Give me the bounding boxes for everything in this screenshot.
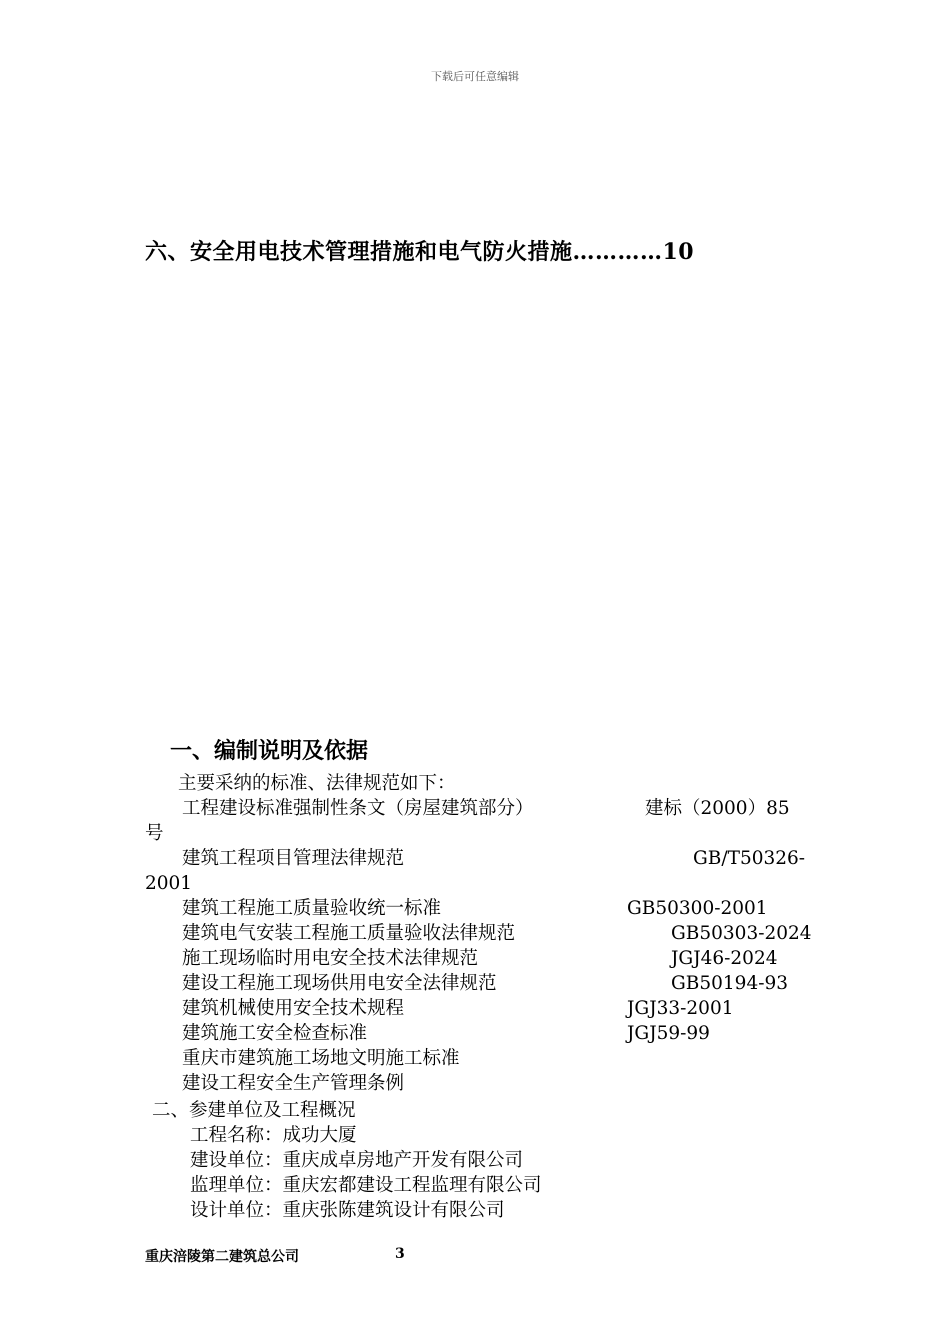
project-info-row <box>190 1146 523 1172</box>
project-info-row <box>190 1171 542 1197</box>
standard-title: 重庆市建筑施工场地文明施工标准 <box>182 1048 460 1069</box>
standard-title: 建筑工程施工质量验收统一标准 <box>182 898 442 919</box>
standard-code: JGJ46-2024 <box>671 948 778 969</box>
project-info-value: 重庆宏都建设工程监理有限公司 <box>282 1175 542 1196</box>
standard-title: 建设工程安全生产管理条例 <box>182 1073 405 1094</box>
project-info-value: 重庆成卓房地产开发有限公司 <box>282 1150 524 1171</box>
standard-title: 建设工程施工现场供用电安全法律规范 <box>182 973 497 994</box>
section-1-heading: 一、编制说明及依据 <box>170 738 369 764</box>
project-info-label: 工程名称： <box>190 1125 283 1146</box>
watermark-text: 下载后可任意编辑 <box>431 70 519 83</box>
standard-title: 施工现场临时用电安全技术法律规范 <box>182 948 479 969</box>
project-info-row <box>190 1121 357 1147</box>
project-info-label: 监理单位： <box>190 1175 283 1196</box>
standard-code: GB50303-2024 <box>671 923 812 944</box>
project-info-value: 重庆张陈建筑设计有限公司 <box>282 1200 505 1221</box>
standard-title: 工程建设标准强制性条文（房屋建筑部分） <box>182 798 534 819</box>
standard-code: GB50300-2001 <box>627 898 768 919</box>
standard-title: 建筑机械使用安全技术规程 <box>182 998 405 1019</box>
project-info-row <box>190 1196 505 1222</box>
standard-code-wrap: 2001 <box>145 873 193 894</box>
standard-title: 建筑施工安全检查标准 <box>182 1023 368 1044</box>
standard-title: 建筑电气安装工程施工质量验收法律规范 <box>182 923 516 944</box>
standard-title: 建筑工程项目管理法律规范 <box>182 848 405 869</box>
project-info-label: 建设单位： <box>190 1150 283 1171</box>
standard-code: JGJ33-2001 <box>627 998 734 1019</box>
standard-code-wrap: 号 <box>145 823 164 844</box>
standard-code: GB/T50326- <box>693 848 806 869</box>
project-info-label: 设计单位： <box>190 1200 283 1221</box>
footer-company: 重庆涪陵第二建筑总公司 <box>145 1249 299 1265</box>
standard-code: 建标（2000）85 <box>645 798 790 819</box>
standard-code: GB50194-93 <box>671 973 789 994</box>
toc-entry-section-6: 六、安全用电技术管理措施和电气防火措施…………10 <box>145 239 695 265</box>
page-number: 3 <box>395 1246 405 1262</box>
project-info-value: 成功大厦 <box>282 1125 357 1146</box>
section-2-heading: 二、参建单位及工程概况 <box>152 1100 356 1121</box>
standards-intro: 主要采纳的标准、法律规范如下： <box>178 773 456 794</box>
standard-code: JGJ59-99 <box>627 1023 710 1044</box>
